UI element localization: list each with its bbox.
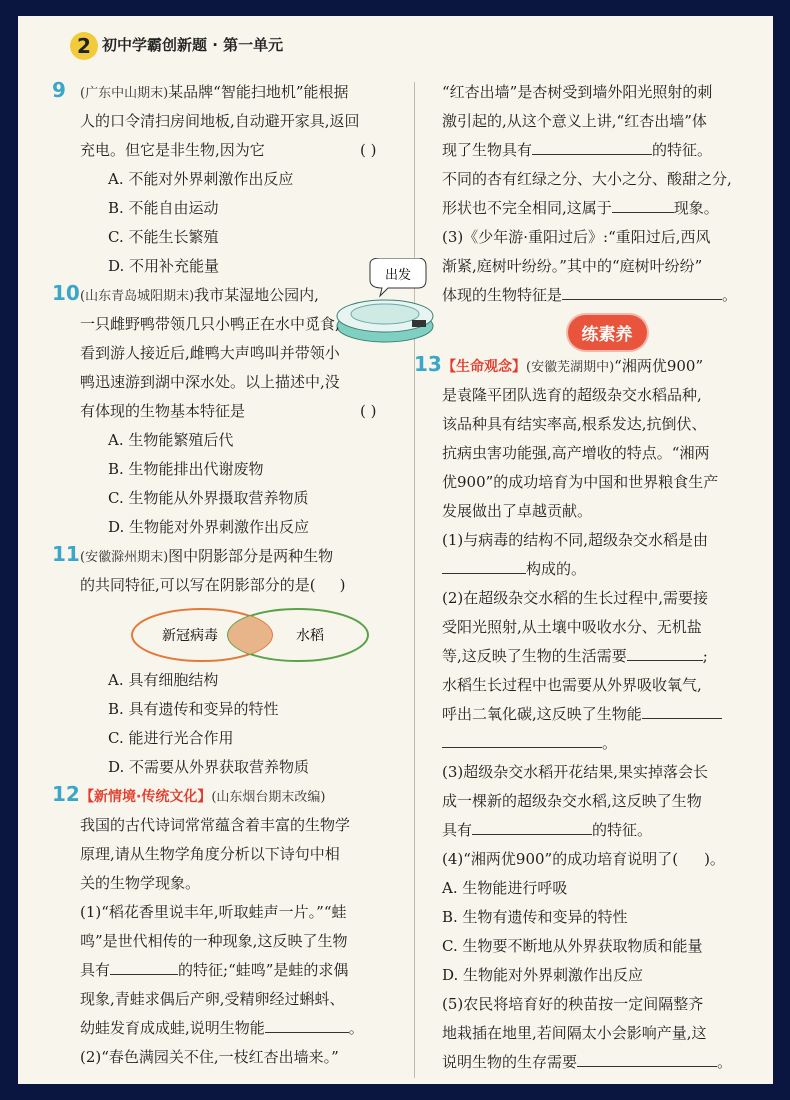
venn-left-label: 新冠病毒 (162, 628, 218, 644)
venn-diagram (80, 600, 412, 666)
page-header-title: 初中学霸创新题 · 第一单元 (102, 36, 284, 54)
section-label: 练素养 (442, 310, 772, 352)
option: C. 生物能从外界摄取营养物质 (108, 489, 309, 507)
right-column: “红杏出墙”是杏树受到墙外阳光照射的刺 激引起的,从这个意义上讲,“红杏出墙”体 现了生物具有 的特征。 不同的杏有红绿之分、大小之分、酸甜之分, 形状也不完全相同,这属于 现象。 (3)《少年游·重阳过后》:“重阳过后,西风 渐紧,庭树叶纷纷。”其中的“庭树叶纷纷” 体现的生物特征是 。 练素养 13 【生命观念】(安徽芜湖期中)“湘两优900” 是袁隆平团队选育的超级杂交水稻品种, 该品种具有结实率高,根系发达,抗倒伏、 抗病虫害功能强,高产增收的特点。“湘两 优900”的成功培育为中国和世界粮食生产 发展做出了卓越贡献。 (1)与病毒的结构不同,超级杂交水稻是由 构成的。 (2)在超级杂交水稻的生长过程中,需要接 受阳光照射,从土壤中吸收水分、无机盐 等,这反映了生物的生活需要 ; 水稻生长过程中也需要从外界吸收氧气, 呼出二氧化碳,这反映了生物能 。 (3)超级杂交水稻开花结果,果实掉落会长 成一棵新的超级杂交水稻,这反映了生物 具有 的特征。 (4)“湘两优900”的成功培育说明了( )。 A. 生物能进行呼吸 B. 生物有遗传和变异的特性 C. 生物要不断地从外界获取物质和能量 D. 生物能对外界刺激作出反应 (5)农民将培育好的秧苗按一定间隔整齐 地栽插在地里,若间隔太小会影响产量,这 说明生物的生存需要 。 (442, 78, 772, 1077)
option: B. 生物有遗传和变异的特性 (442, 908, 628, 926)
question-9: 9 (广东中山期末)某品牌“智能扫地机”能根据 (52, 78, 349, 102)
robot-speech: 出发 (384, 268, 412, 283)
question-10: 10 (山东青岛城阳期末)我市某湿地公园内, (52, 281, 319, 305)
answer-blank (562, 281, 722, 300)
option: C. 能进行光合作用 (108, 729, 234, 747)
left-column: 9 (广东中山期末)某品牌“智能扫地机”能根据 人的口令清扫房间地板,自动避开家具,返回 充电。但它是非生物,因为它 ( ) A. 不能对外界刺激作出反应 B. 不能自由运动 C. 不能生长繁殖 D. 不用补充能量 出发 10 (山东青岛城阳期末)我市某湿地公园内, 一只雌野鸭带领几只小鸭正在水中觅食, 看到游人接近后,雌鸭大声鸣叫并带领小 鸭迅速游到湖中深水处。以上描述中,没 有体现的生物基本特征是 ( ) A. 生物能繁殖后代 B. 生物能排出代谢废物 C. 生物能从外界摄取营养物质 D. 生物能对外界刺激作出反应 11 (安徽滁州期末)图中阴影部分是两种生物 的共同特征,可以写在阴影部分的是( ) 新冠病毒 水稻 A. 具有细胞结构 B. 具有遗传和变异的特性 C. 能进行光合作用 D. 不需要从外界获取营养物质 12 【新情境·传统文化】(山东烟台期末改编) 我国的古代诗词常常蕴含着丰富的生物学 原理,请从生物学角度分析以下诗句中相 关的生物学现象。 (1)“稻花香里说丰年,听取蛙声一片。”“蛙 鸣”是世代相传的一种现象,这反映了生物 具有 的特征;“蛙鸣”是蛙的求偶 现象,青蛙求偶后产卵,受精卵经过蝌蚪、 幼蛙发育成成蛙,说明生物能 。 (2)“春色满园关不住,一枝红杏出墙来。” (80, 78, 412, 1072)
option: B. 具有遗传和变异的特性 (108, 700, 279, 718)
option: A. 具有细胞结构 (108, 671, 219, 689)
venn-shaded-overlap (228, 616, 272, 654)
answer-blank (642, 700, 722, 719)
option: A. 生物能繁殖后代 (108, 431, 234, 449)
answer-blank (265, 1014, 349, 1033)
answer-blank (110, 956, 178, 975)
answer-bracket: ( ) (360, 402, 377, 420)
option: D. 生物能对外界刺激作出反应 (442, 966, 644, 984)
question-13: 13 【生命观念】(安徽芜湖期中)“湘两优900” (414, 352, 704, 376)
answer-blank (612, 194, 674, 213)
page-number: 2 (70, 32, 98, 60)
option: B. 不能自由运动 (108, 199, 219, 217)
venn-right-label: 水稻 (296, 628, 324, 644)
answer-blank (627, 642, 703, 661)
answer-blank (577, 1048, 717, 1067)
question-12: 12 【新情境·传统文化】(山东烟台期末改编) (52, 782, 326, 806)
answer-blank (442, 729, 602, 748)
answer-blank (442, 555, 526, 574)
answer-blank (472, 816, 592, 835)
option: D. 生物能对外界刺激作出反应 (108, 518, 310, 536)
option: C. 生物要不断地从外界获取物质和能量 (442, 937, 703, 955)
column-divider (414, 82, 415, 1078)
option: D. 不用补充能量 (108, 257, 220, 275)
question-number: 9 (52, 78, 66, 102)
option: D. 不需要从外界获取营养物质 (108, 758, 310, 776)
answer-bracket: ( ) (360, 141, 377, 159)
option: C. 不能生长繁殖 (108, 228, 219, 246)
option: B. 生物能排出代谢废物 (108, 460, 264, 478)
answer-blank (532, 136, 652, 155)
question-11: 11 (安徽滁州期末)图中阴影部分是两种生物 (52, 542, 334, 566)
textbook-page (18, 16, 773, 1084)
option: A. 不能对外界刺激作出反应 (108, 170, 294, 188)
option: A. 生物能进行呼吸 (442, 879, 568, 897)
